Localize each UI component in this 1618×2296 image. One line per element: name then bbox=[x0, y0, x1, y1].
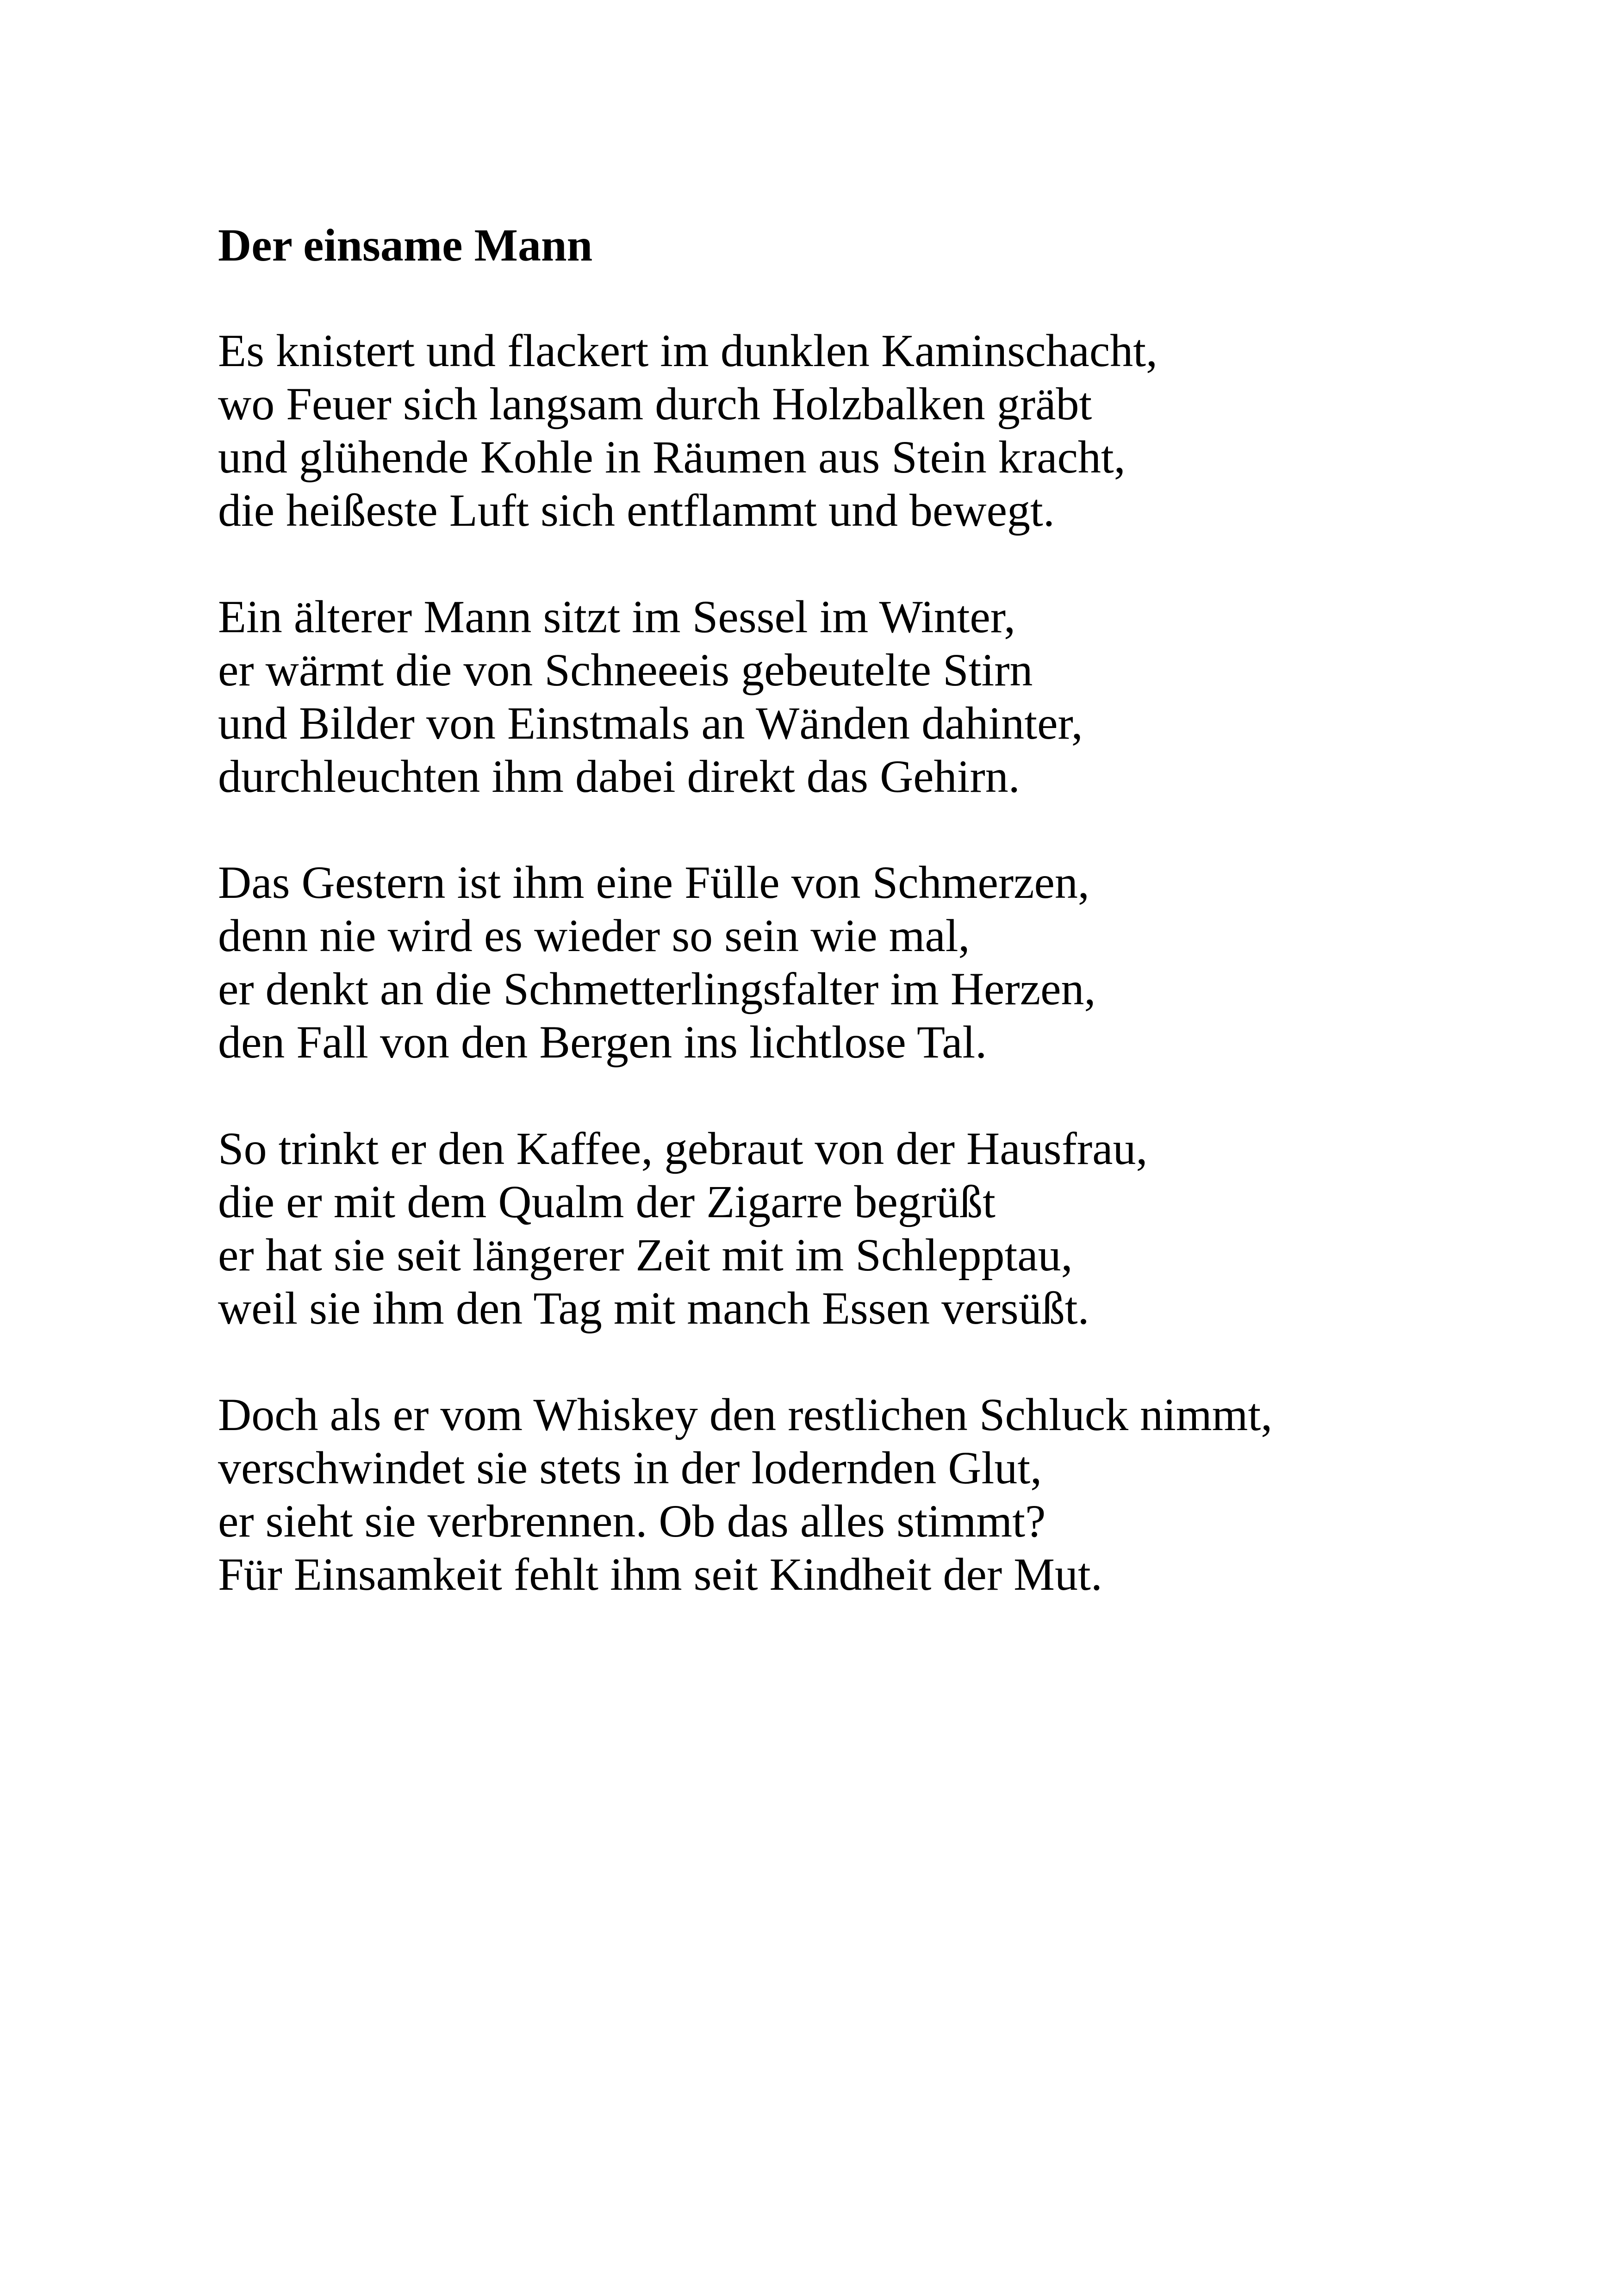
poem-line: Ein älterer Mann sitzt im Sessel im Winter, bbox=[218, 591, 1016, 642]
poem-line: er hat sie seit längerer Zeit mit im Schlepptau, bbox=[218, 1229, 1073, 1281]
poem-line: denn nie wird es wieder so sein wie mal, bbox=[218, 910, 970, 961]
poem-line: Es knistert und flackert im dunklen Kaminschacht, bbox=[218, 325, 1158, 376]
poem-line: er sieht sie verbrennen. Ob das alles stimmt? bbox=[218, 1495, 1046, 1547]
poem-line: Doch als er vom Whiskey den restlichen Schluck nimmt, bbox=[218, 1389, 1273, 1440]
poem-line: verschwindet sie stets in der lodernden Glut, bbox=[218, 1442, 1042, 1493]
poem-line: durchleuchten ihm dabei direkt das Gehirn. bbox=[218, 751, 1020, 802]
poem-line: er wärmt die von Schneeeis gebeutelte Stirn bbox=[218, 644, 1033, 696]
poem-line: Für Einsamkeit fehlt ihm seit Kindheit der Mut. bbox=[218, 1549, 1102, 1600]
stanza bbox=[218, 590, 1083, 803]
stanza bbox=[218, 324, 1157, 537]
poem-line: So trinkt er den Kaffee, gebraut von der Hausfrau, bbox=[218, 1123, 1148, 1174]
poem-line: weil sie ihm den Tag mit manch Essen versüßt. bbox=[218, 1282, 1089, 1334]
stanza bbox=[218, 1388, 1272, 1601]
poem-line: den Fall von den Bergen ins lichtlose Tal. bbox=[218, 1016, 987, 1068]
poem-line: und Bilder von Einstmals an Wänden dahinter, bbox=[218, 697, 1083, 749]
poem-line: die er mit dem Qualm der Zigarre begrüßt bbox=[218, 1176, 996, 1227]
poem-title: Der einsame Mann bbox=[218, 219, 593, 271]
stanza bbox=[218, 1122, 1148, 1335]
poem-line: Das Gestern ist ihm eine Fülle von Schmerzen, bbox=[218, 857, 1089, 908]
poem-line: er denkt an die Schmetterlingsfalter im Herzen, bbox=[218, 963, 1096, 1014]
poem-line: und glühende Kohle in Räumen aus Stein kracht, bbox=[218, 431, 1126, 483]
poem-line: wo Feuer sich langsam durch Holzbalken gräbt bbox=[218, 378, 1092, 429]
stanza bbox=[218, 856, 1095, 1069]
poem-line: die heißeste Luft sich entflammt und bewegt. bbox=[218, 485, 1055, 536]
